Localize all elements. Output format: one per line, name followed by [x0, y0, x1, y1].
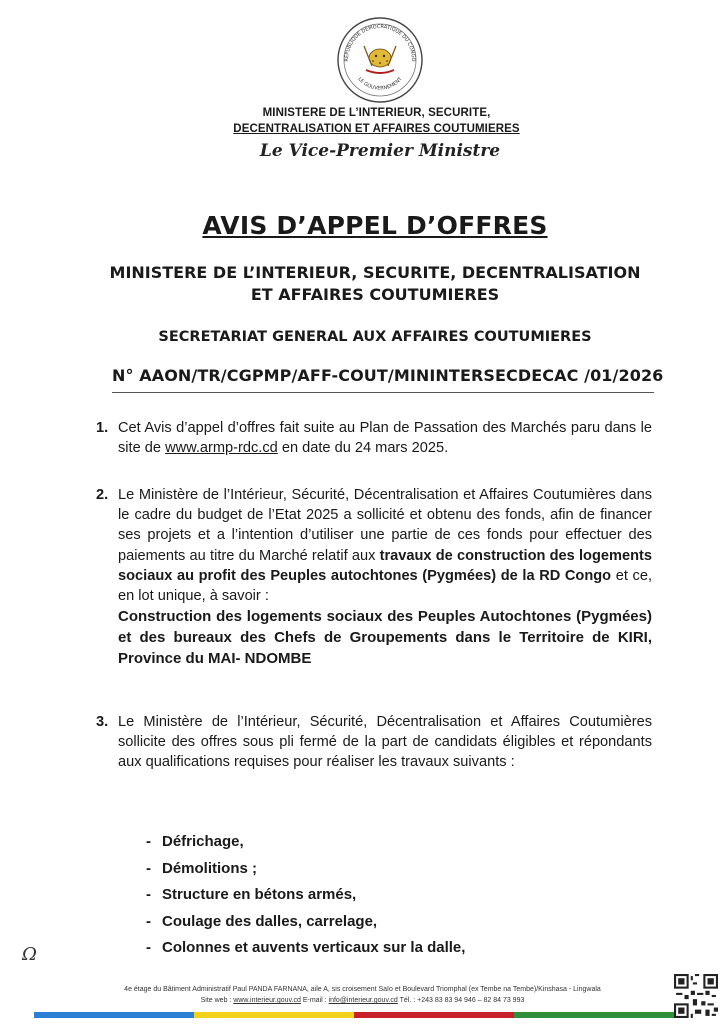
- divider: [112, 392, 654, 393]
- paragraph-2: [96, 485, 652, 669]
- flag-segment-yellow: [194, 1012, 354, 1018]
- government-seal: [336, 16, 424, 104]
- phone-numbers: +243 83 83 94 946 – 82 84 73 993: [417, 997, 525, 1004]
- qr-code-icon: [674, 974, 718, 1018]
- paragraph-text: en date du 24 mars 2025.: [277, 440, 449, 457]
- email-link[interactable]: info@interieur.gouv.cd: [328, 997, 398, 1004]
- footer-contacts: Site web : www.interieur.gouv.cd E-mail : info@interieur.gouv.cd Tél. : +243 83 83 94 946 – 82 84 73 993: [200, 997, 525, 1004]
- secretariat-title: SECRETARIAT GENERAL AUX AFFAIRES COUTUMIERES: [158, 329, 592, 345]
- page-title: AVIS D’APPEL D’OFFRES: [202, 211, 548, 240]
- list-item: - Démolitions ;: [146, 859, 258, 877]
- paragraph-text: Le Ministère de l’Intérieur, Sécurité, Décentralisation et Affaires Coutumières sollicite des offres sous pli fermé de la part de candidats éligibles et répondants aux qualifications requises pour réaliser les travaux suivants :: [118, 714, 652, 771]
- list-item: - Structure en bétons armés,: [146, 886, 357, 903]
- lot-description: Construction des logements sociaux des Peuples Autochtones (Pygmées) et des bureaux des Chefs de Groupements dans le Territoire de KIRI, Province du MAI- NDOMBE: [118, 608, 652, 668]
- paragraph-number: 3.: [96, 714, 109, 730]
- paragraph-text: et ce, en lot unique, à savoir :: [118, 567, 653, 605]
- works-list: [146, 829, 465, 962]
- list-item: - Coulage des dalles, carrelage,: [146, 912, 378, 930]
- office-title: Le Vice-Premier Ministre: [259, 141, 501, 161]
- armp-website-link[interactable]: www.armp-rdc.cd: [165, 440, 278, 457]
- seal-top-text: RÉPUBLIQUE DÉMOCRATIQUE DU CONGO: [343, 23, 417, 62]
- ministry-header-line2: DECENTRALISATION ET AFFAIRES COUTUMIERES: [233, 123, 520, 135]
- flag-segment-red: [354, 1012, 514, 1018]
- subtitle-line1: MINISTERE DE L’INTERIEUR, SECURITE, DECENTRALISATION: [109, 263, 641, 282]
- paragraph-3: [96, 712, 652, 773]
- website-link[interactable]: www.interieur.gouv.cd: [233, 997, 301, 1004]
- paragraph-number: 1.: [96, 420, 109, 436]
- seal-bottom-text: LE GOUVERNEMENT: [356, 76, 404, 92]
- footer-flag-bar: [34, 1012, 674, 1018]
- tender-reference: N° AAON/TR/CGPMP/AFF-COUT/MININTERSECDECAC /01/2026: [112, 366, 664, 385]
- handwritten-margin-note: Ω: [22, 944, 37, 965]
- subtitle-line2: ET AFFAIRES COUTUMIERES: [250, 285, 500, 304]
- flag-segment-green: [514, 1012, 674, 1018]
- paragraph-text: Le Ministère de l’Intérieur, Sécurité, Décentralisation et Affaires Coutumières dans le cadre du budget de l’Etat 2025 a sollicité et obtenu des fonds, afin de financer ses projets et a l’intention d’utiliser une partie de ces fonds pour effectuer des paiements au titre du Marché relatif aux: [118, 487, 652, 564]
- ministry-header-line1: MINISTERE DE L’INTERIEUR, SECURITE,: [262, 107, 491, 119]
- list-item: - Colonnes et auvents verticaux sur la dalle,: [146, 939, 466, 956]
- paragraph-1: [96, 418, 652, 458]
- footer-address: 4e étage du Bâtiment Administratif Paul PANDA FARNANA, aile A, sis croisement Saïo et Boulevard Triomphal (ex Tembe na Tembe)/Kinshasa - Lingwala: [124, 986, 601, 993]
- flag-segment-blue: [34, 1012, 194, 1018]
- list-item: - Défrichage,: [146, 833, 244, 850]
- paragraph-text: Cet Avis d’appel d’offres fait suite au Plan de Passation des Marchés paru dans le site de: [118, 420, 652, 457]
- paragraph-number: 2.: [96, 487, 109, 503]
- paragraph-bold-text: travaux de construction des logements sociaux au profit des Peuples autochtones (Pygmées) de la RD Congo: [118, 547, 652, 584]
